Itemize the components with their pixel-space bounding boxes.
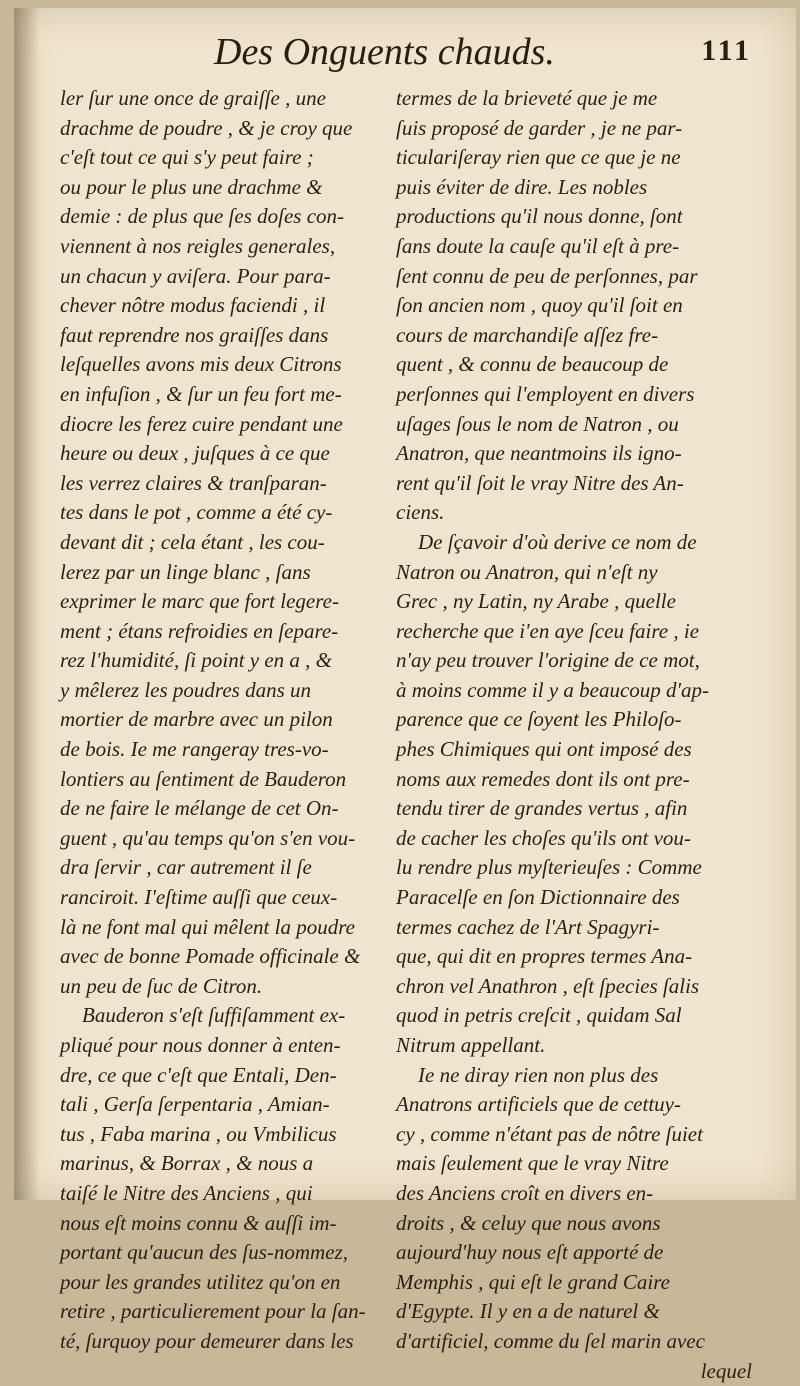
text-line: Ie ne diray rien non plus des [418,1062,659,1087]
text-line: ou pour le plus une drachme & [60,174,323,199]
text-line: productions qu'il nous donne, ſont [396,204,683,229]
text-line: de ne faire le mélange de cet On- [60,796,339,821]
page-gutter-shadow [14,8,40,1200]
text-line: aujourd'huy nous eſt apporté de [396,1240,664,1265]
text-line: De ſçavoir d'où derive ce nom de [418,529,697,554]
text-line: Paracelſe en ſon Dictionnaire des [396,885,680,910]
text-line: ciens. [396,500,445,525]
text-line: viennent à nos reigles generales, [60,233,336,258]
text-line: Natron ou Anatron, qui n'eſt ny [396,559,658,584]
text-line: lu rendre plus myſterieuſes : Comme [396,855,702,880]
text-line: ſon ancien nom , quoy qu'il ſoit en [396,293,683,318]
text-line: un peu de ſuc de Citron. [60,973,263,998]
right-text-column [396,84,756,1386]
text-line: Nitrum appellant. [396,1033,546,1057]
text-line: chron vel Anathron , eſt ſpecies ſalis [396,973,700,998]
text-line: ment ; étans refroidies en ſepare- [60,618,339,643]
text-line: noms aux remedes dont ils ont pre- [396,766,690,791]
text-line: Memphis , qui eſt le grand Caire [396,1269,670,1294]
text-line: leſquelles avons mis deux Citrons [60,352,342,377]
left-text-column [60,84,378,1357]
text-line: à moins comme il y a beaucoup d'ap- [396,677,710,702]
text-line: pliqué pour nous donner à enten- [60,1033,341,1057]
text-line: lontiers au ſentiment de Bauderon [60,766,347,791]
text-line: té, ſurquoy pour demeurer dans les [60,1328,354,1353]
text-line: heure ou deux , juſques à ce que [60,441,330,466]
text-line: d'Egypte. Il y en a de naturel & [396,1299,660,1324]
text-line: quent , & connu de beaucoup de [396,352,669,377]
text-line: de cacher les choſes qu'ils ont vou- [396,825,691,850]
text-line: de bois. Ie me rangeray tres-vo- [60,737,329,762]
text-line: rez l'humidité, ſi point y en a , & [60,648,333,673]
text-line: guent , qu'au temps qu'on s'en vou- [60,825,356,850]
text-line: dra ſervir , car autrement il ſe [60,855,312,880]
text-line: les verrez claires & tranſparan- [60,470,327,495]
text-line: en infuſion , & ſur un feu fort me- [60,381,342,406]
text-line: drachme de poudre , & je croy que [60,115,353,140]
text-line: tali , Gerſa ſerpentaria , Amian- [60,1092,330,1117]
text-line: des Anciens croît en divers en- [396,1180,654,1205]
text-line: ſans doute la cauſe qu'il eſt à pre- [396,233,680,258]
text-line: d'artificiel, comme du ſel marin avec [396,1328,705,1353]
text-line: ticulariſeray rien que ce que je ne [396,145,681,170]
text-line: perſonnes qui l'employent en divers [396,381,695,406]
text-line: Grec , ny Latin, ny Arabe , quelle [396,589,676,614]
text-line: n'ay peu trouver l'origine de ce mot, [396,648,700,673]
book-page [14,8,796,1383]
text-line: quod in petris creſcit , quidam Sal [396,1003,682,1028]
text-line: ſent connu de peu de perſonnes, par [396,263,698,288]
text-line: uſages ſous le nom de Natron , ou [396,411,679,436]
text-line: cy , comme n'étant pas de nôtre ſuiet [396,1121,703,1146]
text-line: exprimer le marc que fort legere- [60,589,339,614]
text-line: mais ſeulement que le vray Nitre [396,1151,669,1176]
text-line: tus , Faba marina , ou Vmbilicus [60,1121,337,1146]
text-line: lerez par un linge blanc , ſans [60,559,311,584]
text-line: là ne font mal qui mêlent la poudre [60,914,355,939]
text-line: nous eſt moins connu & auſſi im- [60,1210,337,1235]
running-head-title: Des Onguents chauds. [214,31,555,73]
text-line: faut reprendre nos graiſſes dans [60,322,329,347]
text-line: c'eſt tout ce qui s'y peut faire ; [60,145,314,170]
text-line: Anatron, que neantmoins ils igno- [396,441,682,466]
text-line: devant dit ; cela étant , les cou- [60,529,325,554]
text-line: ler ſur une once de graiſſe , une [60,86,326,110]
text-line: recherche que i'en aye ſceu faire , ie [396,618,700,643]
text-line: phes Chimiques qui ont imposé des [396,737,692,762]
text-line: portant qu'aucun des ſus-nommez, [60,1240,348,1265]
text-line: un chacun y aviſera. Pour para- [60,263,331,288]
page-number: 111 [701,34,752,67]
text-line: cours de marchandiſe aſſez fre- [396,322,659,347]
text-line: demie : de plus que ſes doſes con- [60,204,345,229]
catchword: lequel [700,1358,752,1383]
text-line: ſuis proposé de garder , je ne par- [396,115,683,140]
text-line: y mêlerez les poudres dans un [60,677,311,702]
text-line: retire , particulierement pour la ſan- [60,1299,366,1324]
text-line: pour les grandes utilitez qu'on en [60,1269,341,1294]
text-line: droits , & celuy que nous avons [396,1210,661,1235]
text-line: termes de la brieveté que je me [396,86,658,110]
text-line: puis éviter de dire. Les nobles [396,174,648,199]
text-line: que, qui dit en propres termes Ana- [396,944,693,969]
text-line: termes cachez de l'Art Spagyri- [396,914,660,939]
text-line: tendu tirer de grandes vertus , afin [396,796,688,821]
text-line: diocre les ferez cuire pendant une [60,411,343,436]
text-line: dre, ce que c'eſt que Entali, Den- [60,1062,337,1087]
text-line: tes dans le pot , comme a été cy- [60,500,333,525]
text-line: rent qu'il ſoit le vray Nitre des An- [396,470,684,495]
text-line: mortier de marbre avec un pilon [60,707,333,732]
text-line: Anatrons artificiels que de cettuy- [396,1092,681,1117]
text-line: chever nôtre modus faciendi , il [60,293,326,318]
text-line: taiſé le Nitre des Anciens , qui [60,1180,313,1205]
text-line: ranciroit. I'eſtime auſſi que ceux- [60,885,338,910]
text-line: marinus, & Borrax , & nous a [60,1151,314,1176]
text-line: Bauderon s'eſt ſuffiſamment ex- [82,1003,346,1028]
text-line: parence que ce ſoyent les Philoſo- [396,707,682,732]
text-line: avec de bonne Pomade officinale & [60,944,361,969]
running-head [14,30,796,80]
